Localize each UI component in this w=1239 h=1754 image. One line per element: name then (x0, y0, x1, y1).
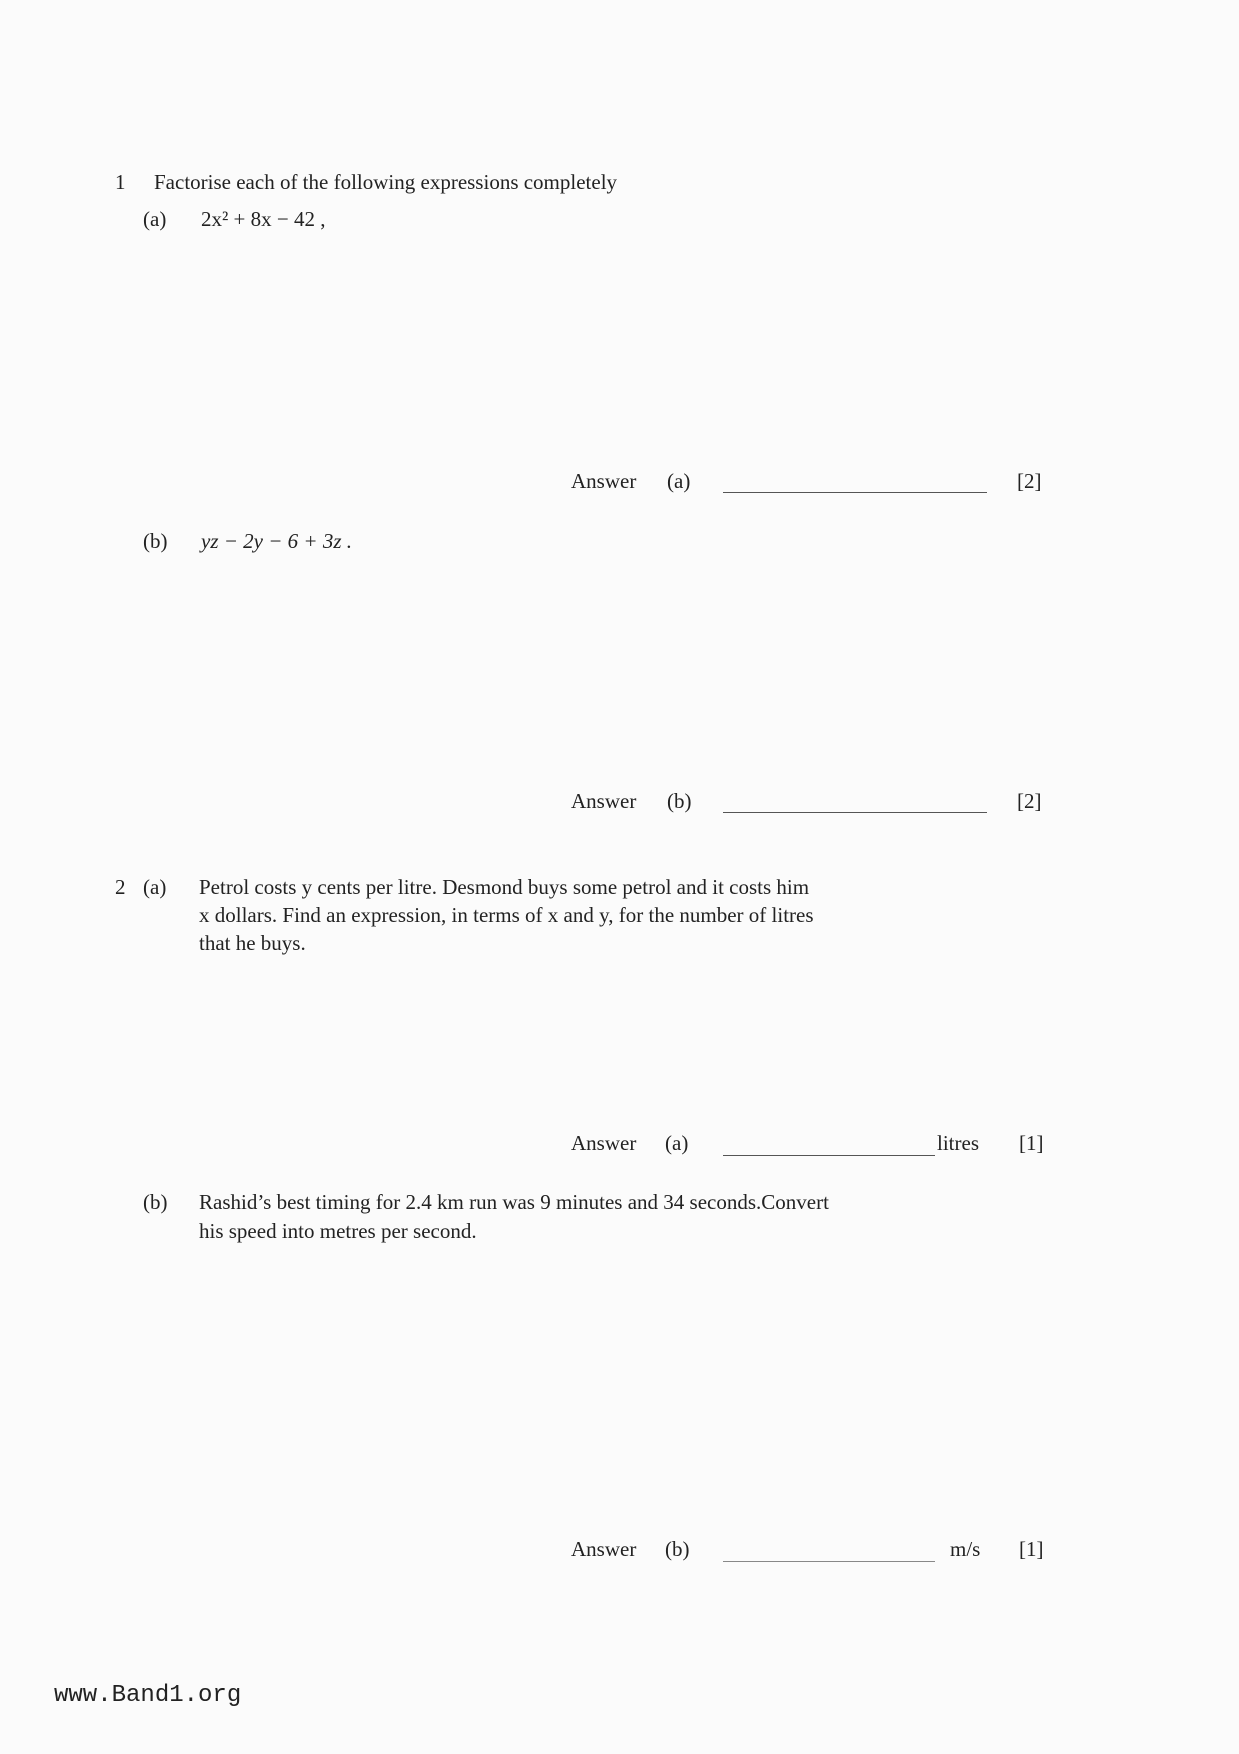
marks: [1] (1019, 1131, 1044, 1155)
expression: 2x² + 8x − 42 , (201, 207, 326, 231)
marks: [2] (1017, 789, 1042, 813)
marks: [1] (1019, 1537, 1044, 1561)
answer-line[interactable] (723, 492, 987, 493)
answer-part: (a) (667, 469, 691, 493)
answer-line[interactable] (723, 812, 987, 813)
question-text: Rashid’s best timing for 2.4 km run was 9 minutes and 34 seconds.Convert (199, 1190, 829, 1214)
unit: litres (937, 1131, 979, 1155)
question-text: x dollars. Find an expression, in terms of x and y, for the number of litres (199, 903, 814, 927)
question-text: Petrol costs y cents per litre. Desmond buys some petrol and it costs him (199, 875, 810, 899)
answer-label: Answer (571, 1537, 637, 1561)
footer-watermark: www.Band1.org (54, 1682, 242, 1709)
expression: yz − 2y − 6 + 3z . (201, 529, 352, 553)
answer-part: (b) (667, 789, 692, 813)
answer-label: Answer (571, 469, 637, 493)
part-label: (b) (143, 1190, 168, 1214)
answer-part: (a) (665, 1131, 689, 1155)
answer-part: (b) (665, 1537, 690, 1561)
answer-label: Answer (571, 1131, 637, 1155)
question-text: his speed into metres per second. (199, 1219, 477, 1243)
part-label: (a) (143, 875, 167, 899)
answer-line[interactable] (723, 1561, 935, 1562)
answer-label: Answer (571, 789, 637, 813)
unit: m/s (950, 1537, 981, 1561)
part-label: (b) (143, 529, 168, 553)
question-prompt: Factorise each of the following expressions completely (154, 170, 618, 194)
answer-line[interactable] (723, 1155, 935, 1156)
question-number: 2 (115, 875, 126, 899)
part-label: (a) (143, 207, 167, 231)
question-text: that he buys. (199, 931, 306, 955)
question-number: 1 (115, 170, 126, 194)
marks: [2] (1017, 469, 1042, 493)
